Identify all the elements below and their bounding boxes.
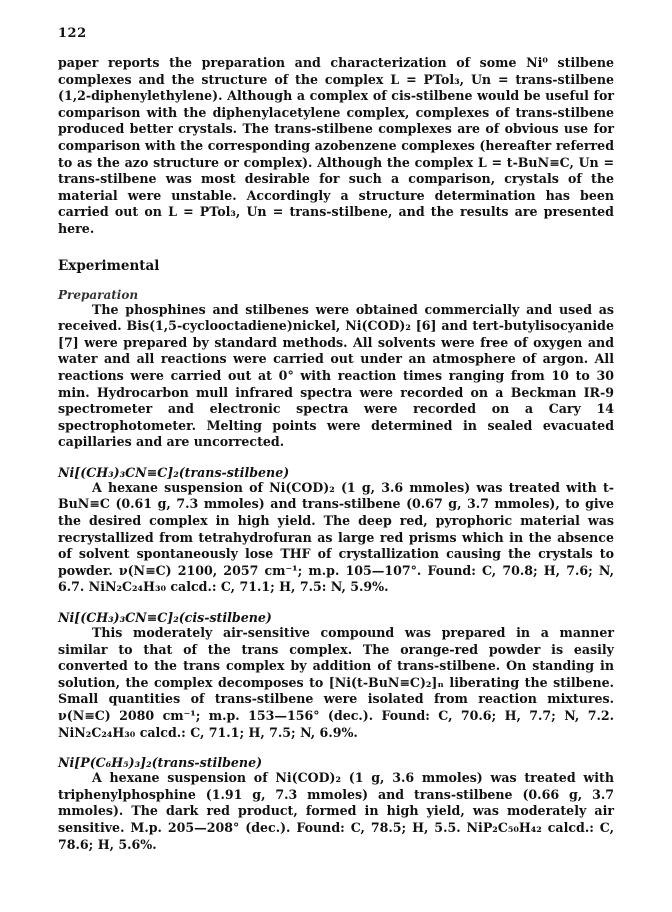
compound-2-paragraph: This moderately air-sensitive compound was prepared in a manner similar to that of the trans complex. The orange-red powder is easily converted to the trans complex by addition of trans-stilbene. On standing in solution, the complex decomposes to [Ni(t-BuN≡C)₂]ₙ liberating the stilbene. Small quantities of trans-stilbene were isolated from reaction mixtures. ν(N≡C) 2080 cm⁻¹; m.p. 153—156° (dec.). Found: C, 70.6; H, 7.7; N, 7.2. NiN₂C₂₄H₃₀ calcd.: C, 71.1; H, 7.5; N, 6.9%.: [58, 625, 614, 740]
page-number: 122: [58, 26, 87, 41]
intro-paragraph: paper reports the preparation and characterization of some Ni⁰ stilbene complexes and the structure of the complex L = PTol₃, Un = trans-stilbene (1,2-diphenylethylene). Although a complex of cis-stilbene would be useful for comparison with the diphenylacetylene complex, complexes of trans-stilbene produced better crystals. The trans-stilbene complexes are of obvious use for comparison with the corresponding azobenzene complexes (hereafter referred to as the azo structure or complex). Although the complex L = t-BuN≡C, Un = trans-stilbene was most desirable for such a comparison, crystals of the material were unstable. Accordingly a structure determination has been carried out on L = PTol₃, Un = trans-stilbene, and the results are presented here.: [58, 55, 614, 236]
compound-1-paragraph: A hexane suspension of Ni(COD)₂ (1 g, 3.6 mmoles) was treated with t-BuN≡C (0.61 g, 7.3 mmoles) and trans-stilbene (0.67 g, 3.7 mmoles), to give the desired complex in high yield. The deep red, pyrophoric material was recrystallized from tetrahydrofuran as large red prisms which in the absence of solvent spontaneously lose THF of crystallization causing the crystals to powder. ν(N≡C) 2100, 2057 cm⁻¹; m.p. 105—107°. Found: C, 70.8; H, 7.6; N, 6.7. NiN₂C₂₄H₃₀ calcd.: C, 71.1; H, 7.5: N, 5.9%.: [58, 479, 614, 595]
compound-3-heading: Ni[P(C₆H₅)₃]₂(trans-stilbene): [58, 755, 263, 771]
experimental-heading: Experimental: [58, 257, 160, 274]
compound-3-paragraph: A hexane suspension of Ni(COD)₂ (1 g, 3.6 mmoles) was treated with triphenylphosphine (1.91 g, 7.3 mmoles) and trans-stilbene (0.66 g, 3.7 mmoles). The dark red product, formed in high yield, was moderately air sensitive. M.p. 205—208° (dec.). Found: C, 78.5; H, 5.5. NiP₂C₅₀H₄₂ calcd.: C, 78.6; H, 5.6%.: [58, 770, 614, 852]
preparation-heading: Preparation: [58, 287, 139, 302]
compound-2-heading: Ni[(CH₃)₃CN≡C]₂(cis-stilbene): [58, 610, 272, 626]
preparation-paragraph: The phosphines and stilbenes were obtained commercially and used as received. Bis(1,5-cyclooctadiene)nickel, Ni(COD)₂ [6] and tert-butylisocyanide [7] were prepared by standard methods. All solvents were free of oxygen and water and all reactions were carried out under an atmosphere of argon. All reactions were carried out at 0° with reaction times ranging from 10 to 30 min. Hydrocarbon mull infrared spectra were recorded on a Beckman IR-9 spectrometer and electronic spectra were recorded on a Cary 14 spectrophotometer. Melting points were determined in sealed evacuated capillaries and are uncorrected.: [58, 301, 614, 450]
document-page: [58, 26, 614, 853]
compound-1-heading: Ni[(CH₃)₃CN≡C]₂(trans-stilbene): [58, 464, 290, 480]
